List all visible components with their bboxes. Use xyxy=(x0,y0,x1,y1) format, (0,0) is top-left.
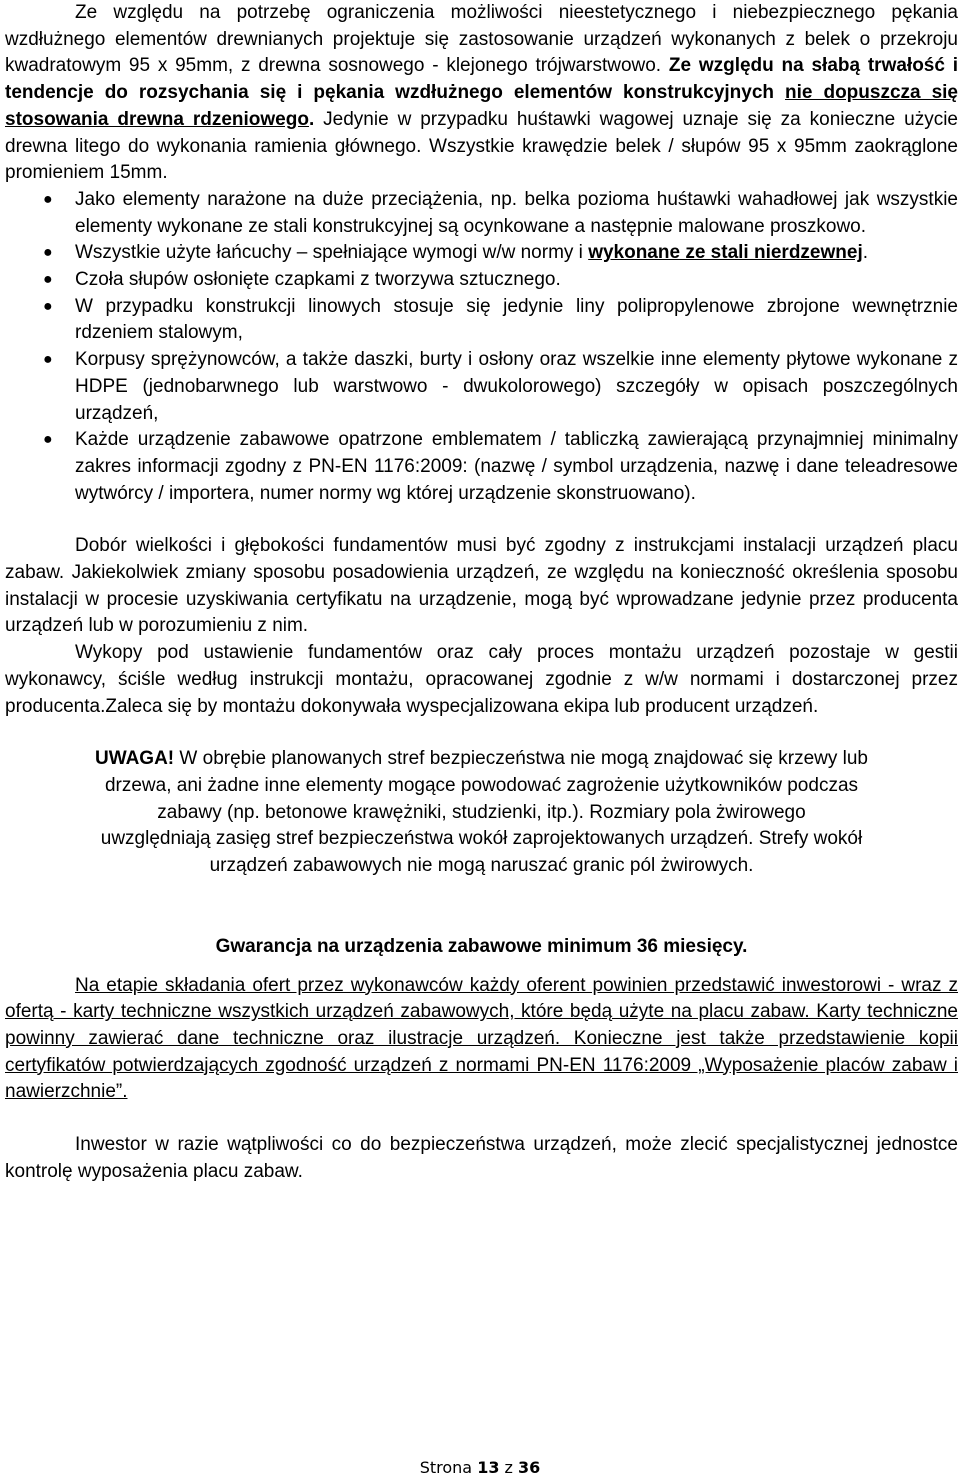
list-item-text: Jako elementy narażone na duże przeciążenia, np. belka pozioma huśtawki wahadłowej jak wszystkie elementy wykonane ze stali konstrukcyjnej są ocynkowane a następnie malowane proszkowo. xyxy=(75,188,958,237)
list-item-text: Korpusy sprężynowców, a także daszki, burty i osłony oraz wszelkie inne elementy płytowe wykonane z HDPE (jednobarwnego lub warstwowo - dwukolorowego) szczegóły w opisach poszczególnych urządzeń, xyxy=(75,349,958,424)
guarantee-heading: Gwarancja na urządzenia zabawowe minimum 36 miesięcy. xyxy=(215,935,748,957)
footer-prefix: Strona xyxy=(419,1458,478,1477)
bullet-icon: ● xyxy=(43,297,53,315)
bullet-icon: ● xyxy=(43,351,53,369)
warning-line: urządzeń zabawowych nie mogą naruszać granic pól żwirowych. xyxy=(209,855,754,877)
spacer xyxy=(5,961,958,973)
paragraph-wood-bold: Ze względu na słabą trwałość i tendencje do rozsychania się i pękania wzdłużnego elementów konstrukcyjnych xyxy=(5,55,958,104)
paragraph-wood xyxy=(5,0,958,187)
bullet-icon: ● xyxy=(43,244,53,262)
bullet-list xyxy=(5,187,958,507)
bullet-icon: ● xyxy=(43,431,53,449)
spacer xyxy=(5,720,958,746)
warning-block xyxy=(5,746,958,880)
warning-label: UWAGA! xyxy=(94,748,175,770)
paragraph-wood-bold-period: . xyxy=(308,108,315,130)
page-footer xyxy=(0,1458,960,1478)
warning-line: UWAGA! W obrębie planowanych stref bezpieczeństwa nie mogą znajdować się krzewy lub xyxy=(94,748,868,770)
list-item xyxy=(5,240,958,267)
list-item xyxy=(5,427,958,507)
list-item xyxy=(5,187,958,240)
spacer xyxy=(5,1106,958,1132)
paragraph-foundations: Dobór wielkości i głębokości fundamentów musi być zgodny z instrukcjami instalacji urządzeń placu zabaw. Jakiekolwiek zmiany sposobu posadowienia urządzeń, ze względu na konieczność określenia sposobu instalacji w procesie uzyskiwania certyfikatu na urządzenie, mogą być wprowadzane jedynie przez producenta urządzeń lub w porozumieniu z nim. xyxy=(5,535,958,637)
paragraph-excavation: Wykopy pod ustawienie fundamentów oraz cały proces montażu urządzeń pozostaje w gestii wykonawcy, ściśle według instrukcji montażu, opracowanej zgodnie z w/w normami i dostarczonej przez producenta.Zaleca się by montażu dokonywała wyspecjalizowana ekipa lub producent urządzeń. xyxy=(5,642,958,717)
footer-page-total: 36 xyxy=(518,1458,541,1477)
spacer xyxy=(5,880,958,934)
list-item xyxy=(5,347,958,427)
spacer xyxy=(5,507,958,533)
paragraph-investor: Inwestor w razie wątpliwości co do bezpieczeństwa urządzeń, może zlecić specjalistycznej jednostce kontrolę wyposażenia placu zabaw. xyxy=(5,1134,958,1182)
paragraph-wood-intro: Ze względu na potrzebę ograniczenia możliwości nieestetycznego i niebezpiecznego pękania wzdłużnego elementów drewnianych projektuje się zastosowanie urządzeń wykonanych z belek o przekroju kwadratowym 95 x 95mm, z drewna sosnowego - klejonego trójwarstwowo. xyxy=(5,2,958,77)
list-item-bold-underlined: wykonane ze stali nierdzewnej xyxy=(588,242,863,264)
warning-line: drzewa, ani żadne inne elementy mogące powodować zagrożenie użytkowników podczas xyxy=(104,774,859,796)
bullet-icon: ● xyxy=(43,190,53,208)
list-item xyxy=(5,294,958,347)
list-item-text: Każde urządzenie zabawowe opatrzone emblematem / tabliczką zawierającą przynajmniej minimalny zakres informacji zgodny z PN-EN 1176:2009: (nazwę / symbol urządzenia, nazwę i dane teleadresowe wytwórcy / importera, numer normy wg której urządzenie skonstruowano). xyxy=(75,429,958,504)
footer-page-number: 13 xyxy=(477,1458,500,1477)
list-item-text: W przypadku konstrukcji linowych stosuje się jedynie liny polipropylenowe zbrojone wewnętrznie rdzeniem stalowym, xyxy=(75,295,958,344)
paragraph-wood-bold-underlined: nie dopuszcza się stosowania drewna rdzeniowego xyxy=(5,82,959,130)
list-item-text: Wszystkie użyte łańcuchy – spełniające wymogi w/w normy i xyxy=(75,242,589,264)
bullet-icon: ● xyxy=(43,271,53,289)
paragraph-offer: Na etapie składania ofert przez wykonawców każdy oferent powinien przedstawić inwestorowi - wraz z ofertą - karty techniczne wszystkich urządzeń zabawowych, które będą użyte na placu zabaw. Karty techniczne powinny zawierać dane techniczne oraz ilustracje urządzeń. Konieczne jest także przedstawienie kopii certyfikatów potwierdzających zgodność urządzeń z normami PN-EN 1176:2009 „Wyposażenie placów zabaw i nawierzchnie”. xyxy=(5,974,958,1103)
footer-middle: z xyxy=(499,1458,519,1477)
document-body xyxy=(5,0,958,1185)
warning-line: uwzględniają zasięg stref bezpieczeństwa wokół zaprojektowanych urządzeń. Strefy wokół xyxy=(100,828,863,850)
list-item-tail: . xyxy=(862,242,869,264)
warning-line: zabawy (np. betonowe krawężniki, studzienki, itp.). Rozmiary pola żwirowego xyxy=(157,801,806,823)
list-item xyxy=(5,267,958,294)
paragraph-wood-rest: Jedynie w przypadku huśtawki wagowej uznaje się za konieczne użycie drewna litego do wykonania ramienia głównego. Wszystkie krawędzie belek / słupów 95 x 95mm zaokrąglone promieniem 15mm. xyxy=(5,108,958,184)
list-item-text: Czoła słupów osłonięte czapkami z tworzywa sztucznego. xyxy=(75,269,561,291)
